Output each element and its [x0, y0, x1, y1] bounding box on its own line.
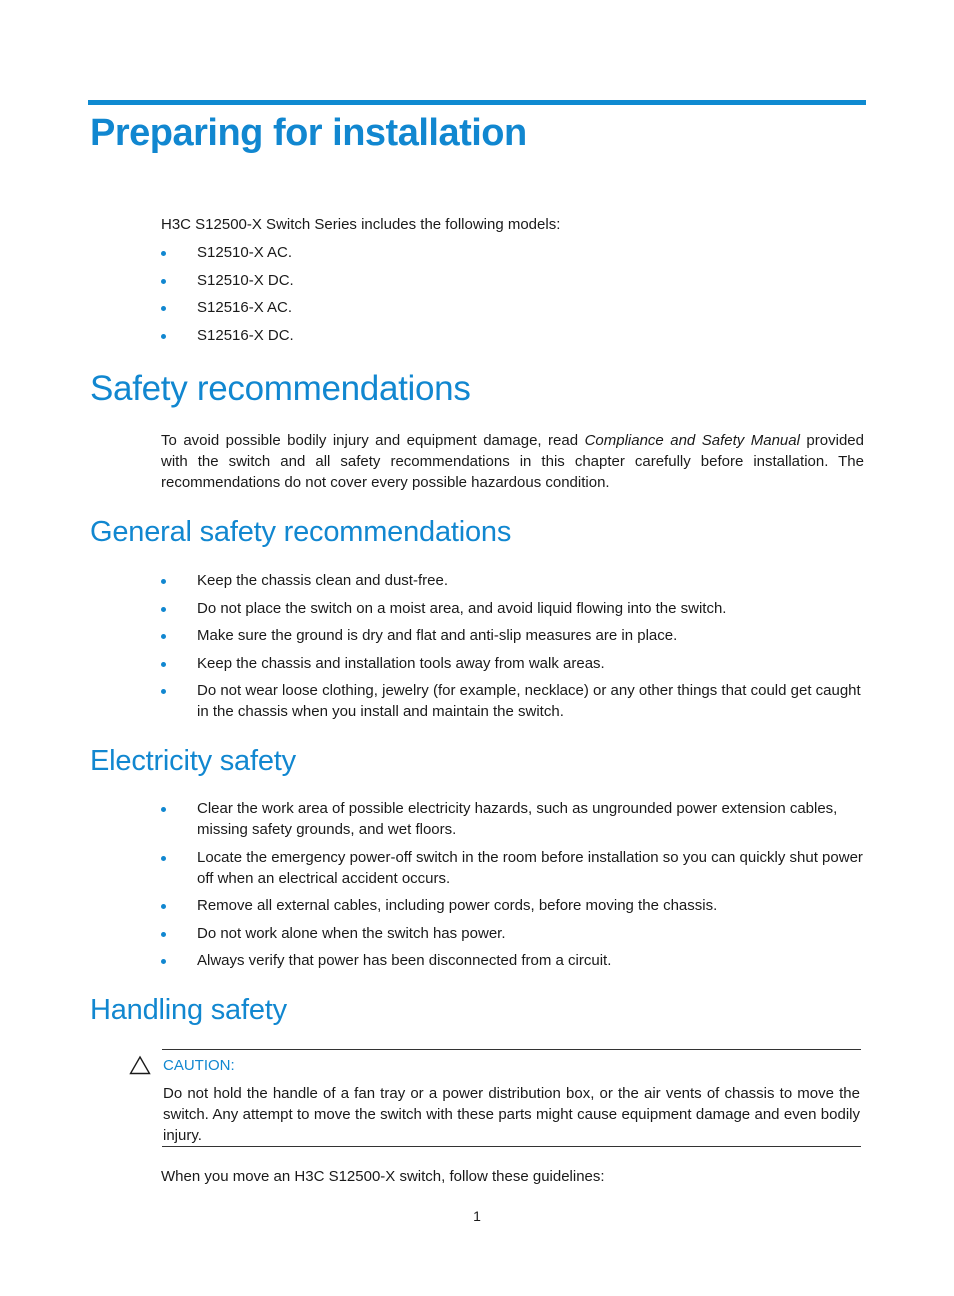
safety-paragraph [161, 430, 864, 493]
list-item [161, 895, 864, 916]
guidelines-intro: When you move an H3C S12500-X switch, follow these guidelines: [161, 1168, 605, 1185]
caution-label: CAUTION: [163, 1057, 235, 1074]
list-item-text: Do not wear loose clothing, jewelry (for example, necklace) or any other things that could get caught in the chassis when you install and maintain the switch. [197, 682, 861, 720]
models-list [161, 242, 864, 346]
intro-text: H3C S12500-X Switch Series includes the following models: [161, 216, 561, 233]
bullet-dot-icon [161, 334, 166, 339]
title-rule [88, 100, 866, 105]
list-item [161, 625, 864, 646]
bullet-dot-icon [161, 932, 166, 937]
list-item [161, 570, 864, 591]
bullet-dot-icon [161, 306, 166, 311]
bullet-dot-icon [161, 807, 166, 812]
list-item-text: Do not place the switch on a moist area, and avoid liquid flowing into the switch. [197, 599, 727, 617]
list-item-text: Keep the chassis and installation tools away from walk areas. [197, 654, 605, 672]
bullet-dot-icon [161, 607, 166, 612]
bullet-dot-icon [161, 634, 166, 639]
list-item [161, 242, 864, 263]
bullet-dot-icon [161, 689, 166, 694]
list-item [161, 847, 864, 889]
list-item-text: S12510-X AC. [197, 244, 293, 261]
caution-text: Do not hold the handle of a fan tray or a power distribution box, or the air vents of chassis to move the switch. Any attempt to move the switch with these parts might cause equipment damage and even bodily injury. [163, 1085, 860, 1144]
list-item [161, 325, 864, 346]
list-item [161, 923, 864, 944]
general-heading: General safety recommendations [90, 516, 512, 548]
list-item-text: Remove all external cables, including power cords, before moving the chassis. [197, 897, 718, 914]
list-item-text: Locate the emergency power-off switch in the room before installation so you can quickly shut power off when an electrical accident occurs. [197, 848, 863, 887]
list-item-text: Clear the work area of possible electricity hazards, such as ungrounded power extension cables, missing safety grounds, and wet floors. [197, 800, 838, 838]
list-item-text: S12516-X DC. [197, 326, 294, 344]
general-list [161, 570, 864, 722]
list-item [161, 297, 864, 318]
page-title: Preparing for installation [90, 112, 527, 154]
list-item-text: Make sure the ground is dry and flat and anti-slip measures are in place. [197, 627, 678, 644]
safety-text-start: To avoid possible bodily injury and equipment damage, read [161, 432, 585, 449]
manual-title: Compliance and Safety Manual [584, 432, 800, 449]
list-item-text: Do not work alone when the switch has power. [197, 924, 506, 942]
bullet-dot-icon [161, 856, 166, 861]
bullet-dot-icon [161, 959, 166, 964]
bullet-dot-icon [161, 904, 166, 909]
handling-heading: Handling safety [90, 994, 287, 1026]
list-item [161, 270, 864, 291]
list-item [161, 680, 864, 722]
list-item-text: Keep the chassis clean and dust-free. [197, 572, 448, 589]
bullet-dot-icon [161, 251, 166, 256]
bullet-dot-icon [161, 579, 166, 584]
list-item-text: Always verify that power has been disconnected from a circuit. [197, 952, 612, 969]
caution-bottom-rule [162, 1146, 861, 1147]
list-item-text: S12510-X DC. [197, 271, 294, 289]
list-item [161, 950, 864, 971]
caution-triangle-icon [129, 1055, 151, 1075]
caution-top-rule [162, 1049, 861, 1050]
bullet-dot-icon [161, 279, 166, 284]
list-item [161, 598, 864, 619]
safety-heading: Safety recommendations [90, 369, 471, 408]
list-item-text: S12516-X AC. [197, 299, 293, 316]
list-item [161, 798, 864, 840]
electricity-heading: Electricity safety [90, 745, 296, 777]
safety-text-end: provided with the switch and all safety recommendations in this chapter carefully before installation. The recommendations do not cover every possible hazardous condition. [161, 432, 864, 491]
page-number: 1 [473, 1208, 481, 1224]
list-item [161, 653, 864, 674]
bullet-dot-icon [161, 662, 166, 667]
electricity-list [161, 798, 864, 971]
